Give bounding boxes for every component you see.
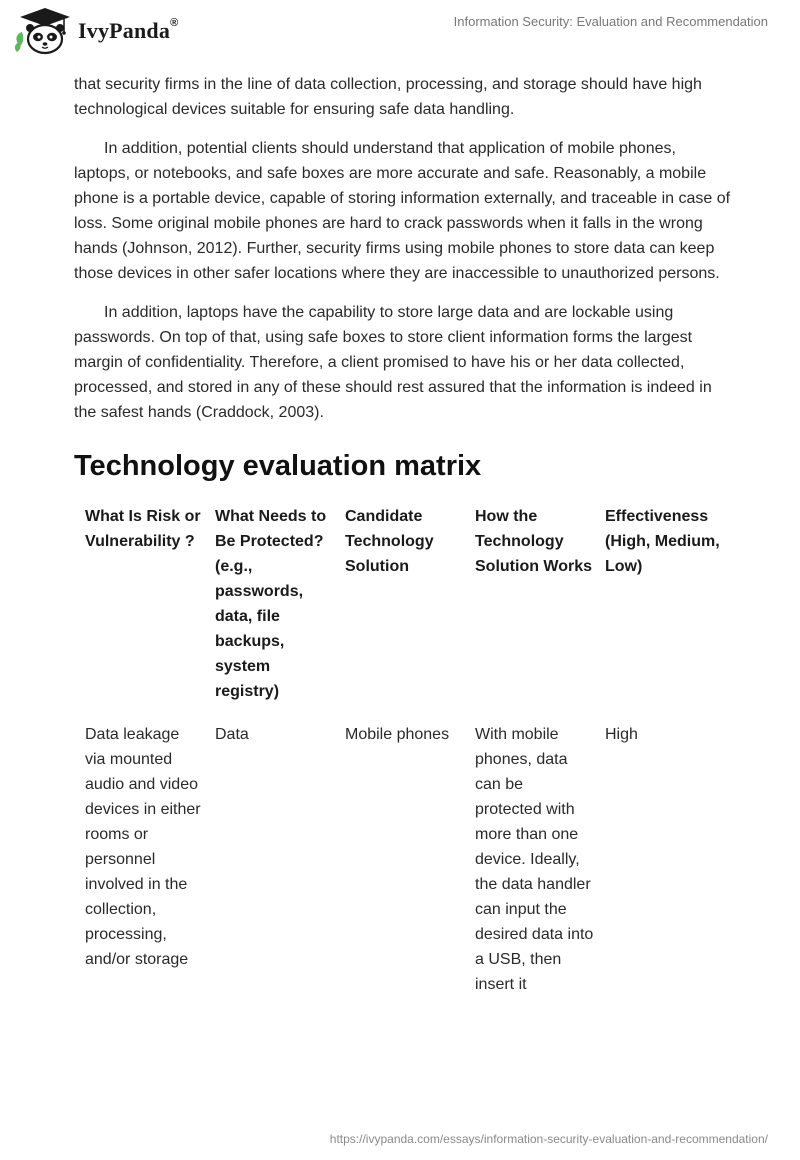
registered-mark: ®	[170, 16, 179, 29]
paragraph-continuation: that security firms in the line of data collection, processing, and storage should have high technological devices suitable for ensuring safe data handling.	[74, 76, 702, 118]
header-how-works: How the Technology Solution Works	[475, 508, 593, 575]
cell-solution: Mobile phones	[345, 726, 450, 743]
header-effectiveness: Effectiveness (High, Medium, Low)	[605, 508, 720, 575]
header-risk: What Is Risk or Vulnerability ?	[85, 508, 201, 550]
cell-effectiveness: High	[605, 726, 638, 743]
paragraph-laptops: In addition, laptops have the capability to store large data and are lockable using passwords. On top of that, using safe boxes to store client information forms the largest margin of confidentiality. Therefore, a client promised to have his or her data collected, processed, and stored in any of these should rest assured that the information is indeed in the safest hands (Craddock, 2003).	[74, 304, 712, 421]
ivypanda-logo[interactable]	[14, 6, 178, 56]
source-url[interactable]: https://ivypanda.com/essays/information-security-evaluation-and-recommendation/	[329, 1132, 768, 1146]
essay-content	[74, 72, 734, 997]
technology-evaluation-table	[74, 504, 726, 997]
table-header-row	[74, 504, 726, 722]
brand-name: IvyPanda®	[78, 16, 179, 43]
document-title: Information Security: Evaluation and Recommendation	[453, 14, 768, 29]
section-heading: Technology evaluation matrix	[74, 450, 482, 482]
cell-protected: Data	[215, 726, 249, 743]
cell-how-works: With mobile phones, data can be protected with more than one device. Ideally, the data handler can input the desired data into a USB, then insert it	[475, 726, 594, 993]
table-row	[74, 722, 726, 997]
header-solution: Candidate Technology Solution	[345, 508, 434, 575]
cell-risk: Data leakage via mounted audio and video devices in either rooms or personnel involved in the collection, processing, and/or storage	[85, 726, 201, 968]
page-header	[0, 0, 800, 60]
header-protected: What Needs to Be Protected? (e.g., passwords, data, file backups, system registry)	[215, 508, 327, 700]
paragraph-mobile-phones: In addition, potential clients should understand that application of mobile phones, laptops, or notebooks, and safe boxes are more accurate and safe. Reasonably, a mobile phone is a portable device, capable of storing information externally, and traceable in case of loss. Some original mobile phones are hard to crack passwords when it falls in the wrong hands (Johnson, 2012). Further, security firms using mobile phones to store data can keep those devices in other safer locations where they are inaccessible to unauthorized persons.	[74, 140, 731, 282]
panda-graduate-icon	[14, 6, 76, 56]
